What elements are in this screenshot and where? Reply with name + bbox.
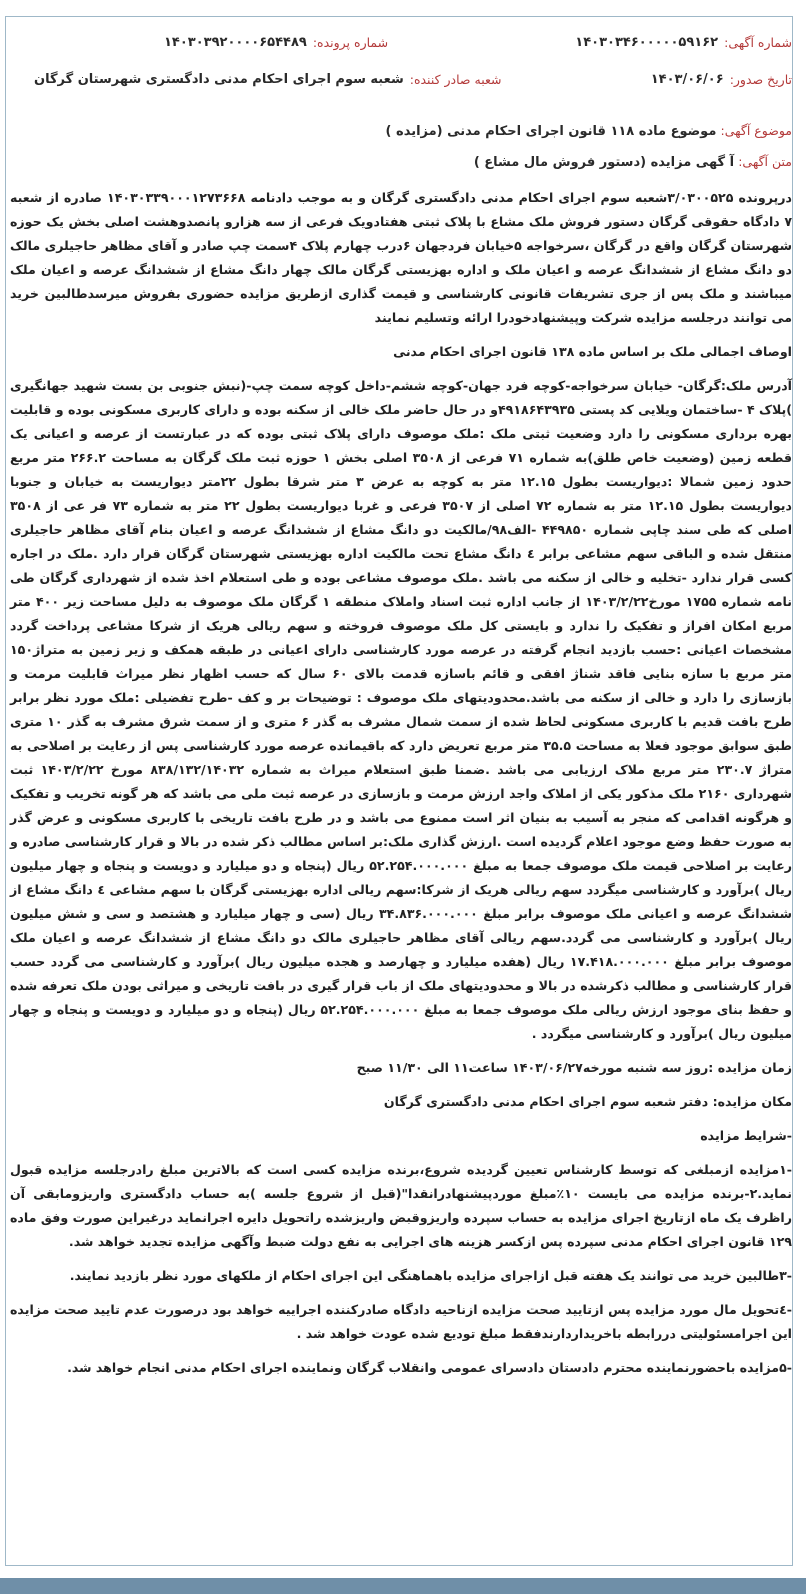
condition-item: -۱مزایده ازمبلغی که توسط کارشناس تعیین گردیده شروع،برنده مزایده کسی است که بالاترین مبلغ رادرجلسه مزایده قبول نماید.۲-برنده مزایده می بایست ۱۰٪مبلغ موردپیشنهادرانقدا"(قبل از شروع جلسه )به حساب دادگستری واریزومابقی آن راظرف یک ماه ازتاریخ اجرای مزایده به حساب سپرده واریزوقبض واریزشده راتحویل دایره اجرانماید درغیراین صورت وفق ماده ۱۲۹ قانون اجرای احکام مدنی سپرده پس ازکسر هزینه های اجرایی به نفع دولت ضبط وآگهی مزایده تجدید خواهد شد. [10,1162,792,1249]
issuer-field [34,70,502,90]
description-heading: اوصاف اجمالی ملک بر اساس ماده ۱۳۸ قانون اجرای احکام مدنی [393,344,792,359]
auction-place: مکان مزایده: دفتر شعبه سوم اجرای احکام مدنی دادگستری گرگان [383,1094,792,1109]
issuer-value: شعبه سوم اجرای احکام مدنی دادگستری شهرستان گرگان [34,72,404,87]
meta-row-numbers [14,33,792,53]
issuer-label: شعبه صادر کننده: [409,72,502,87]
condition-item: -٤تحویل مال مورد مزایده پس ازتایید صحت مزایده ازناحیه دادگاه صادرکننده اجراییه خواهد بود درصورت عدم تایید صحت مزایده این اجرامسئولیتی دررابطه باخریداردارندفقط مبلغ تودیع شده عودت خواهد شد . [10,1302,792,1341]
text-title: آ گهی مزایده (دستور فروش مال مشاع ) [473,155,735,170]
ad-number-value: ۱۴۰۳۰۳۴۶۰۰۰۰۰۵۹۱۶۲ [575,35,719,50]
subject-value: موضوع ماده ۱۱۸ قانون اجرای احکام مدنی (مزایده ) [385,124,717,139]
intro-paragraph: درپرونده ۳/۰۳۰۰۵۲۵شعبه سوم اجرای احکام مدنی دادگستری گرگان و به موجب دادنامه ۱۴۰۳۰۳۳۹۰۰۰۱۲۷۳۶۶۸ صادره از شعبه ۷ دادگاه حقوقی گرگان دستور فروش ملک مشاع با پلاک ثبتی هفتادویک فرعی از سه هزارو پانصدوهشت اصلی بخش یک حوزه شهرستان گرگان واقع در گرگان ،سرخواجه ۵خیابان فردجهان ۶درب چهارم پلاک ۴سمت چپ صادر و آقای مظاهر حاجیلری مالک دو دانگ مشاع از ششدانگ عرصه و اعیان ملک و اداره بهزیستی گرگان مالک چهار دانگ مشاع از ششدانگ عرصه و اعیان ملک میباشند و ملک پس از جری تشریفات قانونی کارشناسی و قیمت گذاری ازطریق مزایده حضوری بفروش میرسدطالبین خرید می توانند درجلسه مزایده شرکت وپیشنهادخودرا ارائه وتسلیم نمایند [10,190,792,325]
case-number-label: شماره پرونده: [312,35,389,50]
subject-row [14,121,792,142]
issue-date-label: تاریخ صدور: [729,72,792,87]
bottom-bar [0,1578,806,1594]
ad-number-field [575,33,792,53]
ad-number-label: شماره آگهی: [724,35,792,50]
case-number-value: ۱۴۰۳۰۳۹۲۰۰۰۰۶۵۴۴۸۹ [164,35,307,50]
condition-item: -۵مزایده باحضورنماینده محترم دادستان دادسرای عمومی وانقلاب گرگان ونماینده اجرای احکام مدنی انجام خواهد شد. [67,1360,792,1375]
text-title-row [14,152,792,173]
condition-item: -۳طالبین خرید می توانند یک هفته قبل ازاجرای مزایده باهماهنگی این اجرای احکام از ملکهای مورد نظر بازدید نمایند. [69,1268,792,1283]
issue-date-field [651,70,792,90]
conditions-heading: -شرایط مزایده [700,1128,792,1143]
issue-date-value: ۱۴۰۳/۰۶/۰۶ [650,72,724,87]
subject-label: موضوع آگهی: [720,123,792,138]
meta-row-issue [14,70,792,90]
notice-body [10,186,792,1380]
case-number-field [164,33,388,53]
auction-time: زمان مزایده :روز سه شنبه مورخه۱۴۰۳/۰۶/۲۷ ساعت۱۱ الی ۱۱/۳۰ صبح [356,1060,792,1075]
description-paragraph: آدرس ملک:گرگان- خیابان سرخواجه-کوچه فرد جهان-کوچه ششم-داخل کوچه سمت چپ-(نبش جنوبی بن بست شهید جهانگیری )پلاک ۴ -ساختمان ویلایی کد پستی ۴۹۱۸۶۴۳۹۳۵و در حال حاضر ملک خالی از سکنه بوده و دارای کاربری مسکونی بوده و قابلیت بهره برداری مسکونی را دارد وضعیت ثبتی ملک :ملک موصوف دارای پلاک ثبتی بوده که در عبارتست از عرصه و اعیانی یک قطعه زمین (وضعیت خاص طلق)به شماره ۷۱ فرعی از ۳۵۰۸ اصلی بخش ۱ حوزه ثبت ملک گرگان به مساحت ۲۶۶.۲ متر مربع حدود زمین شمالا :دیواریست بطول ۱۲.۱۵ متر به کوچه به عرض ۳ متر شرقا بطول ۲۲متر دیواریست به خیابان و جنوبا دیواریست بطول ۱۲.۱۵ متر به شماره ۷۲ اصلی از ۳۵۰۷ فرعی و غربا دیواریست بطول ۲۲ متر به شماره ۷۳ فر عی از ۳۵۰۸ اصلی که طی سند چاپی شماره ۴۴۹۸۵۰ -الف۹۸/مالکیت دو دانگ مشاع از ششدانگ عرصه و اعیان بنام آقای مظاهر حاجیلری منتقل شده و الباقی سهم مشاعی برابر ٤ دانگ مشاع تحت مالکیت اداره بهزیستی شهرستان گرگان قرار دارد .ملک در اجاره کسی قرار ندارد -تخلیه و خالی از سکنه می باشد .ملک موصوف مشاعی بوده و طی استعلام اخذ شده از شهرداری گرگان طی نامه شماره ۱۷۵۵ مورخ۱۴۰۳/۲/۲۲ از جانب اداره ثبت اسناد واملاک منطقه ۱ گرگان ملک موصوف به دلیل مساحت زیر ۴۰۰ متر مربع امکان افراز و تفکیک را ندارد و بایستی کل ملک موصوف فروخته و سهم ریالی هریک از شرکا مشاعی پرداخت گردد مشخصات اعیانی :حسب بازدید انجام گرفته در عرصه مورد کارشناسی دارای اعیانی در طبقه همکف و زیر زمین به متراژ۱۵۰ متر مربع با سازه بنایی فاقد شناژ افقی و قائم باسازه قدمت بالای ۶۰ سال که حسب اظهار نظر میراث قابلیت مرمت و بازسازی را دارد و خالی از سکنه می باشد.محدودیتهای ملک موصوف : توضیحات بر و کف -طرح تفضیلی :ملک مورد نظر برابر طرح بافت قدیم با کاربری مسکونی لحاظ شده از سمت شمال مشرف به گذر ۶ متری و از سمت شرق مشرف به گذر ۱۰ متری طبق سوابق موجود فعلا به مساحت ۳۵.۵ متر مربع تعریض دارد که باقیمانده عرصه مورد کارشناسی پس از رعایت بر اصلاحی به متراژ ۲۳۰.۷ متر مربع ملاک ارزیابی می باشد .ضمنا طبق استعلام میراث به شماره ۸۳۸/۱۳۲/۱۴۰۳۲ مورخ ۱۴۰۳/۲/۲۲ ثبت شهرداری ۲۱۶۰ ملک مذکور یکی از املاک واجد ارزش مرمت و بازسازی در عرصه ثبت ملی می باشد که هر گونه تخریب و تفکیک و هرگونه اقدامی که منجر به آسیب به بنیان اثر است ممنوع می باشد و در طرح بافت تاریخی با کاربری مسکونی و عرض گذر به صورت حفظ وضع موجود اعلام گردیده است .ارزش گذاری ملک:بر اساس مطالب ذکر شده در بالا و قرار کارشناسی صادره و رعایت بر اصلاحی قیمت ملک موصوف جمعا به مبلغ ۵۲.۲۵۴.۰۰۰.۰۰۰ ریال (پنجاه و دو میلیارد و دویست و پنجاه و چهار میلیون ریال )برآورد و کارشناسی میگردد سهم ریالی هریک از شرکا:سهم ریالی اداره بهزیستی گرگان با سهم مشاعی ٤ دانگ مشاع از ششدانگ عرصه و اعیانی ملک موصوف برابر مبلغ ۳۴.۸۳۶.۰۰۰.۰۰۰ ریال (سی و چهار میلیارد و هشتصد و سی و شش میلیون ریال )برآورد و کارشناسی می گردد.سهم ریالی آقای مظاهر حاجیلری مالک دو دانگ مشاع از ششدانگ عرصه و اعیان ملک موصوف برابر مبلغ ۱۷.۴۱۸.۰۰۰.۰۰۰ ریال (هفده میلیارد و چهارصد و هجده میلیون ریال )برآورد و کارشناسی می گردد حسب قرار کارشناسی و مطالب ذکرشده در بالا و محدودیتهای ملک از باب قرار گیری در بافت تاریخی و میراثی بودن ملک تعرفه شده و حفظ بنای موجود ارزش ریالی ملک موصوف جمعا به مبلغ ۵۲.۲۵۴.۰۰۰.۰۰۰ ریال (پنجاه و دو میلیارد و دویست و پنجاه و چهار میلیون ریال )برآورد و کارشناسی میگردد . [10,378,793,1041]
text-label: متن آگهی: [738,154,792,169]
